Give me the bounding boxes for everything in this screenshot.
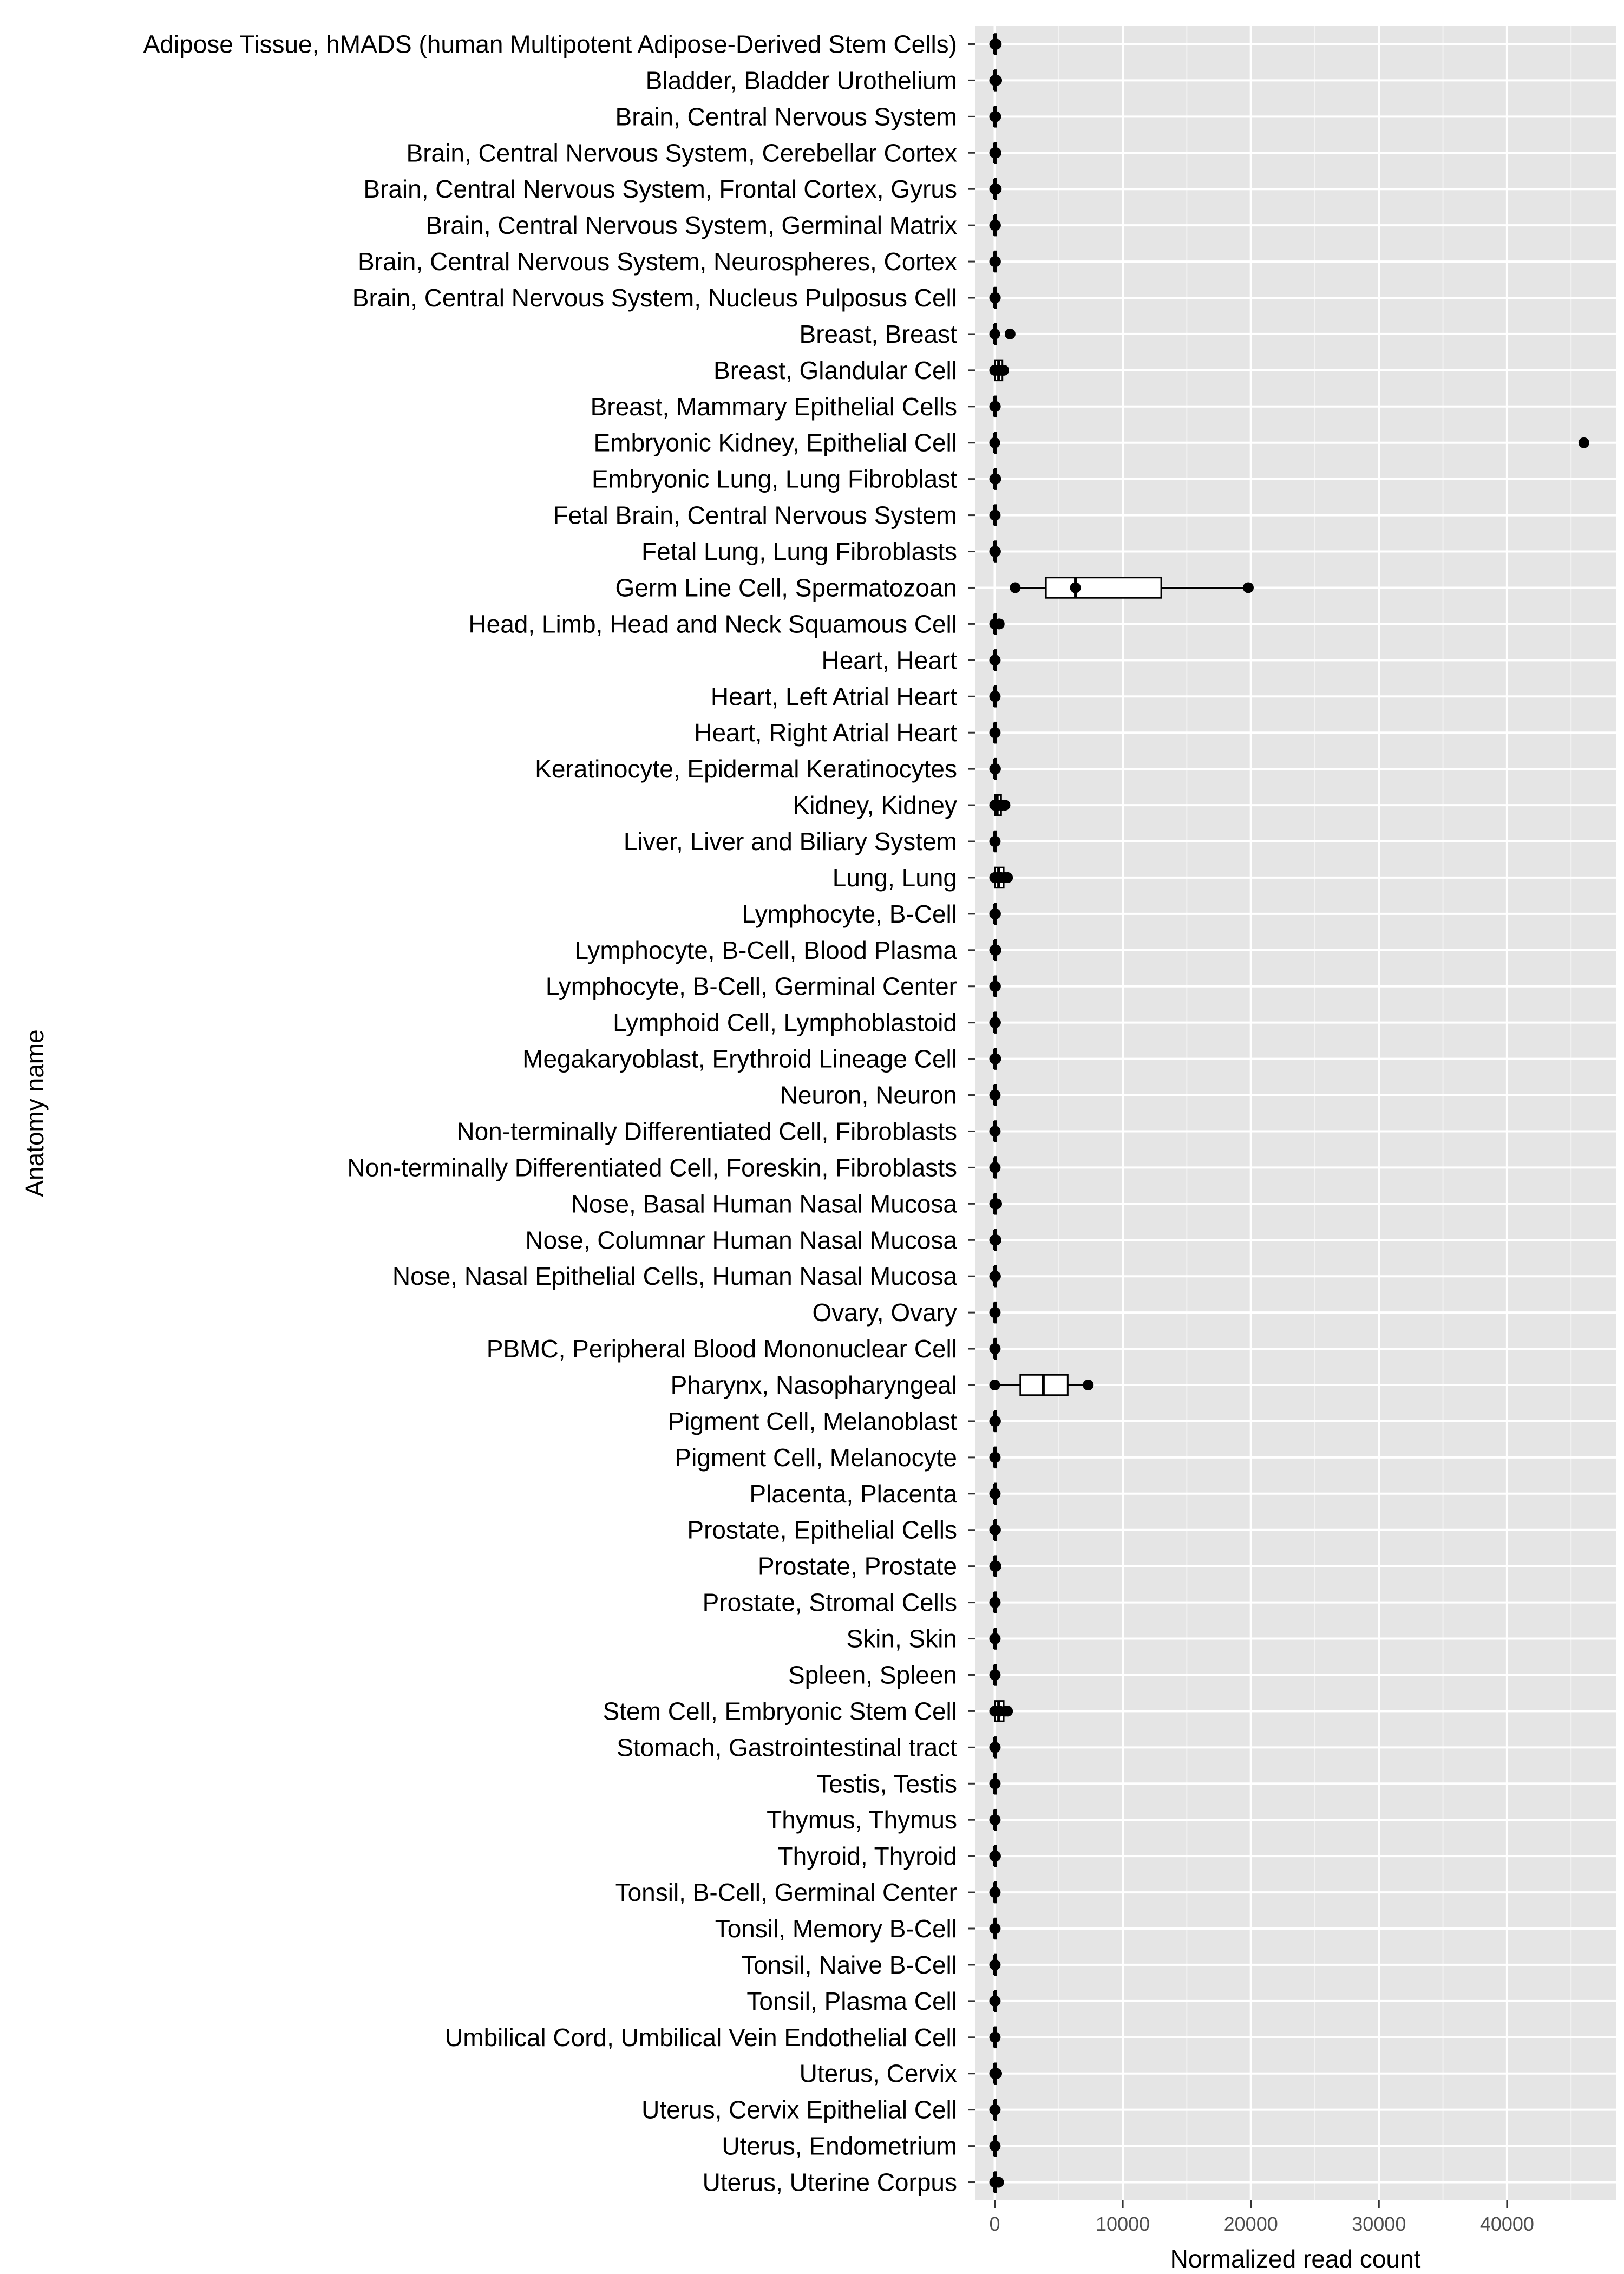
data-point (990, 1778, 1000, 1789)
data-point (999, 800, 1010, 811)
category-label: Fetal Lung, Lung Fibroblasts (641, 537, 957, 566)
category-label: Tonsil, Memory B-Cell (715, 1914, 957, 1943)
category-label: Non-terminally Differentiated Cell, Fibroblasts (456, 1117, 957, 1146)
category-label: Breast, Mammary Epithelial Cells (590, 392, 957, 421)
category-label: Lymphocyte, B-Cell (742, 899, 957, 928)
category-label: Prostate, Prostate (757, 1552, 957, 1580)
data-point (990, 1271, 1001, 1282)
category-label: Lymphocyte, B-Cell, Blood Plasma (574, 936, 957, 964)
category-label: Brain, Central Nervous System, Nucleus Pulposus Cell (352, 284, 957, 312)
data-point (990, 1162, 1000, 1173)
data-point (991, 1561, 1001, 1572)
data-point (991, 1234, 1001, 1245)
data-point (1070, 582, 1081, 593)
data-point (991, 147, 1001, 158)
data-point (990, 401, 1001, 412)
category-label: Heart, Right Atrial Heart (694, 718, 957, 747)
category-label: Prostate, Stromal Cells (702, 1588, 957, 1617)
category-label: Spleen, Spleen (788, 1661, 957, 1689)
data-point (990, 1959, 1000, 1970)
data-point (990, 1452, 1000, 1463)
category-label: Embryonic Lung, Lung Fibroblast (591, 465, 957, 493)
data-point (990, 220, 1001, 231)
data-point (990, 1343, 1000, 1354)
data-point (991, 2068, 1002, 2079)
data-point (990, 474, 1001, 485)
data-point (990, 292, 1001, 303)
category-label: Stomach, Gastrointestinal tract (617, 1733, 957, 1762)
data-point (990, 1054, 1001, 1064)
category-label: Heart, Heart (821, 646, 957, 675)
data-point (991, 38, 1001, 49)
category-label: Tonsil, Plasma Cell (746, 1987, 957, 2015)
data-point (990, 1525, 1001, 1535)
data-point (990, 510, 1000, 521)
data-point (991, 75, 1002, 86)
data-point (990, 1126, 1000, 1136)
data-point (990, 1996, 1000, 2007)
data-point (993, 2177, 1004, 2188)
data-point (1005, 329, 1016, 339)
category-label: Tonsil, Naive B-Cell (741, 1950, 957, 1979)
data-point (991, 945, 1001, 956)
category-label: Prostate, Epithelial Cells (687, 1515, 957, 1544)
data-point (990, 1017, 1001, 1028)
category-label: Breast, Breast (799, 319, 957, 348)
data-point (990, 1851, 1001, 1861)
y-axis-title: Anatomy name (21, 1029, 49, 1197)
category-label: Uterus, Endometrium (722, 2132, 957, 2160)
data-point (990, 1742, 1000, 1753)
category-label: Non-terminally Differentiated Cell, Foreskin, Fibroblasts (347, 1153, 957, 1182)
data-point (990, 727, 1000, 738)
data-point (990, 2105, 1000, 2115)
category-label: PBMC, Peripheral Blood Mononuclear Cell (486, 1335, 957, 1363)
x-tick-label: 40000 (1479, 2213, 1534, 2235)
category-label: Thyroid, Thyroid (777, 1842, 957, 1871)
data-point (989, 437, 1000, 448)
category-label: Brain, Central Nervous System, Cerebellar Cortex (406, 139, 957, 167)
category-label: Pigment Cell, Melanocyte (675, 1443, 957, 1472)
category-label: Uterus, Cervix (799, 2059, 957, 2088)
category-label: Adipose Tissue, hMADS (human Multipotent Adipose-Derived Stem Cells) (143, 30, 957, 58)
data-point (990, 909, 1001, 919)
category-label: Uterus, Cervix Epithelial Cell (641, 2095, 957, 2124)
data-point (990, 981, 1001, 992)
category-label: Nose, Basal Human Nasal Mucosa (571, 1190, 957, 1218)
data-point (990, 655, 1000, 665)
data-point (990, 1597, 1000, 1608)
category-label: Brain, Central Nervous System, Germinal Matrix (425, 211, 957, 240)
x-axis-ticks (989, 2200, 1534, 2235)
category-label: Neuron, Neuron (780, 1081, 957, 1109)
x-tick-label: 20000 (1223, 2213, 1278, 2235)
x-tick-label: 30000 (1352, 2213, 1406, 2235)
category-label: Head, Limb, Head and Neck Squamous Cell (468, 610, 957, 638)
x-tick-label: 0 (989, 2213, 1000, 2235)
data-point (1243, 582, 1254, 593)
data-point (990, 691, 1000, 702)
data-point (990, 1488, 1000, 1499)
box-iqr (1046, 578, 1161, 598)
x-tick-label: 10000 (1096, 2213, 1150, 2235)
data-point (990, 2141, 1000, 2152)
data-point (990, 1814, 1000, 1825)
category-label: Germ Line Cell, Spermatozoan (615, 573, 957, 602)
data-point (990, 1887, 1000, 1898)
data-point (1579, 437, 1589, 448)
data-point (990, 1669, 1000, 1680)
data-point (990, 546, 1001, 557)
category-label: Lung, Lung (832, 863, 957, 892)
data-point (990, 2032, 1000, 2043)
data-point (989, 1380, 1000, 1390)
data-point (990, 763, 1001, 774)
category-label: Stem Cell, Embryonic Stem Cell (603, 1697, 957, 1726)
data-point (990, 1416, 1001, 1427)
data-point (991, 184, 1001, 194)
data-point (1083, 1380, 1093, 1390)
category-label: Nose, Nasal Epithelial Cells, Human Nasal Mucosa (392, 1262, 957, 1291)
category-label: Megakaryoblast, Erythroid Lineage Cell (522, 1044, 957, 1073)
category-label: Embryonic Kidney, Epithelial Cell (593, 428, 957, 457)
data-point (990, 836, 1000, 847)
category-label: Tonsil, B-Cell, Germinal Center (615, 1878, 957, 1907)
panel-background (975, 26, 1616, 2200)
category-label: Lymphocyte, B-Cell, Germinal Center (545, 972, 957, 1001)
data-point (1002, 872, 1013, 883)
category-label: Breast, Glandular Cell (713, 356, 957, 384)
data-point (994, 618, 1005, 629)
category-label: Ovary, Ovary (812, 1298, 957, 1327)
category-label: Fetal Brain, Central Nervous System (553, 501, 957, 530)
category-label: Brain, Central Nervous System, Frontal Cortex, Gyrus (363, 175, 957, 204)
category-label: Liver, Liver and Biliary System (623, 827, 957, 855)
category-label: Skin, Skin (846, 1624, 957, 1653)
data-point (990, 1307, 1000, 1318)
data-point (990, 1633, 1000, 1644)
category-label: Uterus, Uterine Corpus (702, 2168, 957, 2197)
data-point (990, 1090, 1000, 1101)
category-label: Umbilical Cord, Umbilical Vein Endothelial Cell (445, 2023, 957, 2051)
category-labels (143, 30, 975, 2196)
category-label: Testis, Testis (816, 1769, 957, 1798)
category-label: Lymphoid Cell, Lymphoblastoid (613, 1008, 957, 1037)
category-label: Brain, Central Nervous System (615, 102, 957, 131)
x-axis-title: Normalized read count (1170, 2245, 1421, 2273)
category-label: Brain, Central Nervous System, Neurospheres, Cortex (358, 247, 957, 276)
category-label: Thymus, Thymus (767, 1806, 957, 1834)
category-label: Bladder, Bladder Urothelium (645, 66, 957, 95)
category-label: Pigment Cell, Melanoblast (667, 1407, 957, 1435)
category-label: Kidney, Kidney (793, 791, 957, 820)
data-point (998, 365, 1009, 376)
data-point (990, 111, 1001, 122)
category-label: Heart, Left Atrial Heart (710, 682, 957, 711)
data-point (990, 1923, 1000, 1934)
category-label: Keratinocyte, Epidermal Keratinocytes (535, 755, 957, 783)
data-point (989, 329, 1000, 339)
category-label: Placenta, Placenta (749, 1479, 957, 1508)
category-label: Nose, Columnar Human Nasal Mucosa (525, 1226, 957, 1254)
category-label: Pharynx, Nasopharyngeal (670, 1371, 957, 1399)
data-point (990, 256, 1001, 267)
data-point (1002, 1706, 1013, 1716)
data-point (1010, 582, 1020, 593)
data-point (991, 1198, 1002, 1209)
